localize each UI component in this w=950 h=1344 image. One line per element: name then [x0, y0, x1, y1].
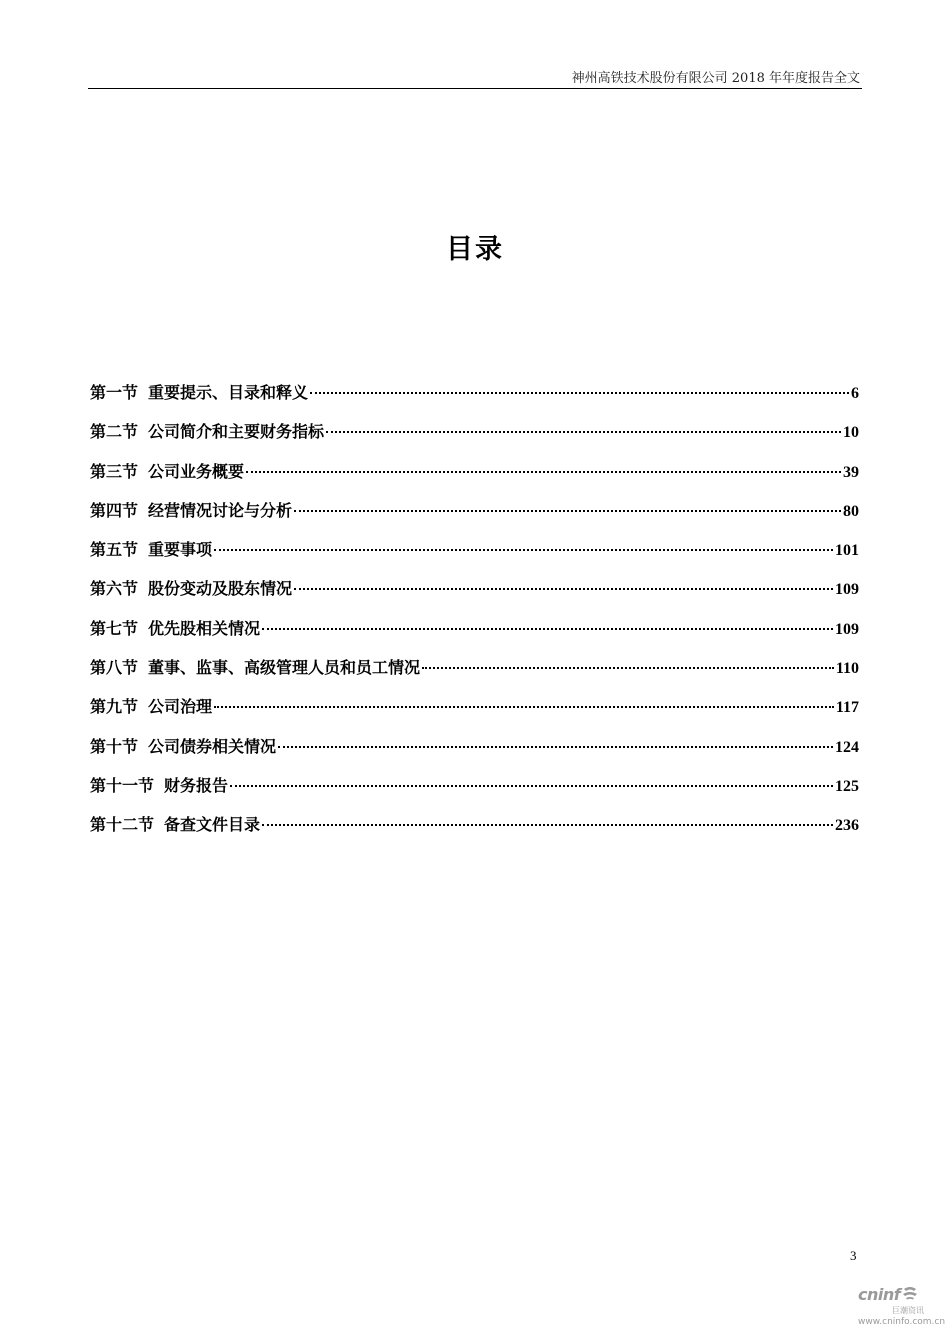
toc-dot-leader: [262, 824, 833, 826]
toc-page-number: 124: [835, 738, 859, 756]
toc-heading: 公司债券相关情况: [148, 736, 277, 756]
page-header: [88, 66, 862, 89]
toc-dot-leader: [294, 510, 841, 512]
toc-section-label: 第八节: [90, 658, 139, 678]
toc-dot-leader: [230, 785, 833, 787]
toc-heading: 重要提示、目录和释义: [148, 383, 309, 402]
toc-dot-leader: [278, 746, 833, 748]
watermark-brand: cninf: [858, 1285, 901, 1304]
toc-page-number: 117: [835, 699, 859, 717]
header-text: 神州高铁技术股份有限公司 2018 年年度报告全文: [571, 71, 860, 86]
toc-heading: 重要事项: [148, 540, 213, 560]
toc-page-number: 10: [843, 424, 859, 442]
toc-page-number: 109: [835, 581, 859, 599]
watermark-url: www.cninfo.com.cn: [858, 1317, 946, 1327]
toc-dot-leader: [214, 706, 834, 708]
toc-entry[interactable]: [90, 459, 859, 498]
toc-heading: 备查文件目录: [164, 815, 261, 835]
toc-entry[interactable]: [90, 419, 859, 458]
toc-heading: 股份变动及股东情况: [148, 579, 293, 599]
toc-entry[interactable]: [90, 734, 859, 773]
toc-page-number: 6: [851, 385, 859, 402]
toc-entry[interactable]: [90, 655, 859, 694]
toc-heading: 财务报告: [164, 775, 229, 795]
toc-entry[interactable]: [90, 773, 859, 812]
toc-section-label: 第一节: [90, 383, 139, 402]
toc-entry[interactable]: [90, 576, 859, 615]
toc-heading: 优先股相关情况: [148, 618, 261, 638]
toc-section-label: 第七节: [90, 618, 139, 638]
watermark-logo: [858, 1285, 919, 1304]
toc-page-number: 80: [843, 502, 859, 520]
toc-dot-leader: [422, 667, 834, 669]
toc-section-label: 第四节: [90, 500, 139, 520]
toc-heading: 经营情况讨论与分析: [148, 500, 293, 520]
toc-entry[interactable]: [90, 537, 859, 576]
toc-dot-leader: [310, 392, 849, 394]
toc-page-number: 125: [835, 777, 859, 795]
toc-dot-leader: [326, 431, 841, 433]
toc-page-number: 236: [835, 817, 859, 835]
toc-entry[interactable]: [90, 616, 859, 655]
toc-section-label: 第二节: [90, 422, 139, 442]
toc-heading: 公司治理: [148, 697, 213, 717]
toc-section-label: 第九节: [90, 697, 139, 717]
watermark-subtitle: 巨潮资讯: [892, 1306, 924, 1315]
toc-page-number: 101: [835, 542, 859, 560]
page-number: 3: [850, 1248, 857, 1263]
toc-heading: 董事、监事、高级管理人员和员工情况: [148, 658, 421, 678]
toc-heading: 公司业务概要: [148, 461, 245, 481]
toc-dot-leader: [246, 471, 841, 473]
toc-entry[interactable]: [90, 498, 859, 537]
toc-section-label: 第三节: [90, 461, 139, 481]
cninfo-watermark: [858, 1285, 944, 1335]
toc-heading: 公司简介和主要财务指标: [148, 422, 325, 442]
toc-dot-leader: [294, 588, 833, 590]
toc-entry[interactable]: [90, 380, 859, 419]
toc-page-number: 39: [843, 463, 859, 481]
toc-entry[interactable]: [90, 694, 859, 733]
toc-section-label: 第十节: [90, 736, 139, 756]
table-of-contents: [90, 380, 859, 852]
toc-section-label: 第五节: [90, 540, 139, 560]
toc-dot-leader: [214, 549, 833, 551]
toc-section-label: 第六节: [90, 579, 139, 599]
toc-dot-leader: [262, 628, 833, 630]
toc-section-label: 第十二节: [90, 815, 155, 835]
cninfo-logo-icon: [901, 1285, 919, 1304]
toc-section-label: 第十一节: [90, 775, 155, 795]
toc-page-number: 109: [835, 620, 859, 638]
page-title: 目录: [446, 234, 504, 265]
toc-entry[interactable]: [90, 812, 859, 851]
toc-page-number: 110: [835, 660, 859, 678]
